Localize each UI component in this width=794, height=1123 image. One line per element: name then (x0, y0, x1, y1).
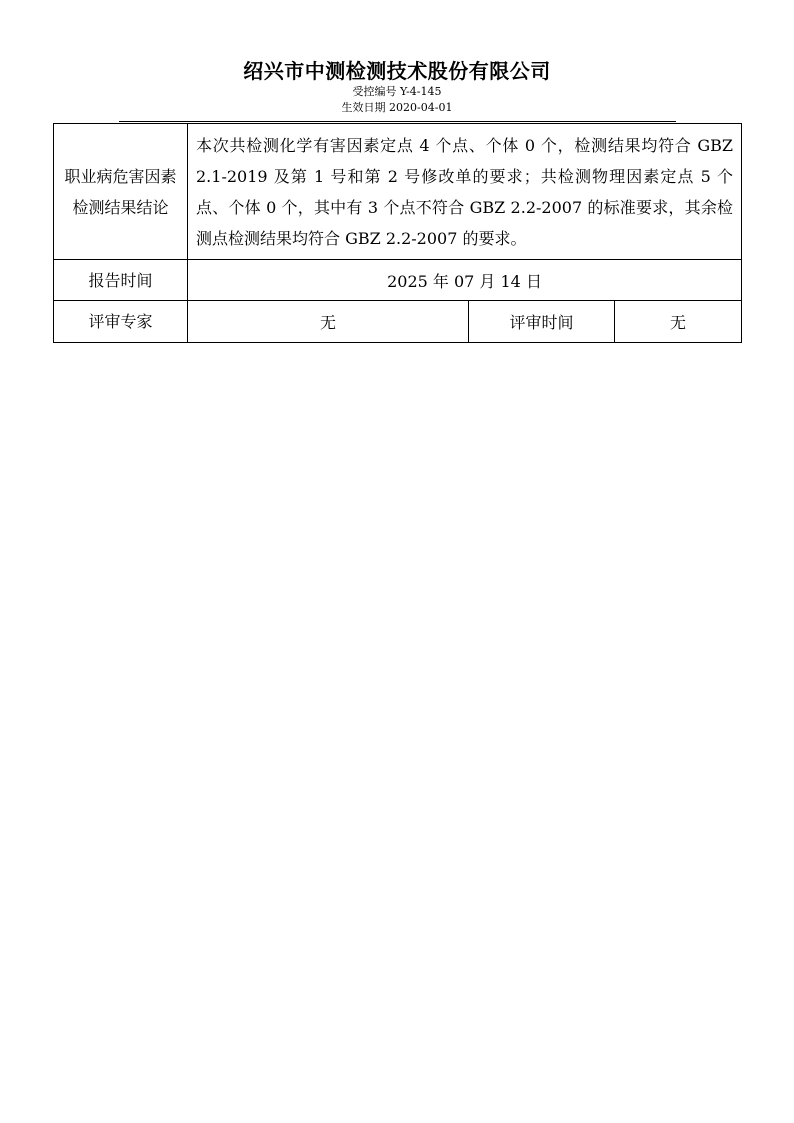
conclusion-label: 职业病危害因素检测结果结论 (54, 124, 188, 260)
report-time-label: 报告时间 (54, 260, 188, 301)
report-table (53, 123, 742, 343)
report-time-row (54, 260, 742, 301)
review-time-value: 无 (615, 301, 742, 343)
review-time-label: 评审时间 (469, 301, 615, 343)
review-row (54, 301, 742, 343)
review-expert-value: 无 (188, 301, 469, 343)
conclusion-row (54, 124, 742, 260)
header-divider (119, 121, 676, 122)
control-number: 受控编号 Y-4-145 (352, 85, 442, 98)
review-expert-label: 评审专家 (54, 301, 188, 343)
company-name: 绍兴市中测检测技术股份有限公司 (243, 59, 551, 83)
document-header (0, 58, 794, 116)
effective-date: 生效日期 2020-04-01 (341, 101, 453, 114)
report-time-value: 2025 年 07 月 14 日 (188, 260, 742, 301)
conclusion-text: 本次共检测化学有害因素定点 4 个点、个体 0 个，检测结果均符合 GBZ 2.1-2019 及第 1 号和第 2 号修改单的要求；共检测物理因素定点 5 个点、个体 0 个，其中有 3 个点不符合 GBZ 2.2-2007 的标准要求，其余检测点检测结果均符合 GBZ 2.2-2007 的要求。 (188, 124, 742, 260)
